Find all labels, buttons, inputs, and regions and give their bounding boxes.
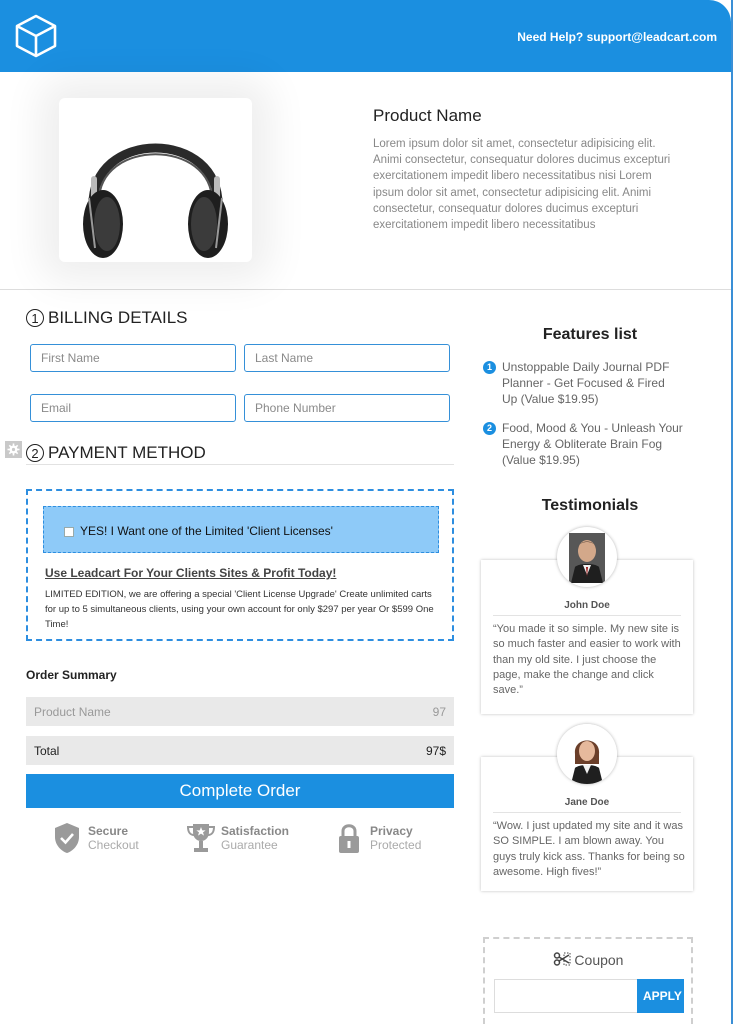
badge-line2: Protected: [370, 837, 422, 852]
divider: [26, 464, 454, 465]
line-item-name: Product Name: [34, 704, 111, 719]
product-section: [0, 72, 731, 290]
billing-heading: [26, 308, 188, 328]
payment-title: PAYMENT METHOD: [48, 443, 206, 462]
feature-text: Food, Mood & You - Unleash Your Energy & Obliterate Brain Fog (Value $19.95): [502, 421, 683, 467]
first-name-field[interactable]: [30, 344, 236, 372]
upsell-box: [26, 489, 454, 641]
testimonial-quote: “Wow. I just updated my site and it was SO SIMPLE. I am blown away. You guys truly kick ass. Thanks for being so awesome. High fives!”: [493, 820, 685, 878]
email-field[interactable]: [30, 394, 236, 422]
testimonial-quote: “You made it so simple. My new site is so much faster and easier to work with than my old site. I just choose the page, make the change and click save.”: [493, 623, 681, 697]
divider: [493, 812, 681, 813]
testimonial-name: John Doe: [564, 600, 610, 611]
settings-button[interactable]: [5, 441, 22, 458]
satisfaction-badge: [187, 822, 289, 854]
upsell-checkbox[interactable]: [64, 527, 74, 537]
padlock-icon: [338, 822, 360, 854]
product-image: [59, 98, 252, 262]
feature-item: [483, 359, 683, 407]
john-doe-avatar: [557, 527, 617, 587]
feature-item: [483, 420, 683, 468]
badge-line2: Guarantee: [221, 837, 278, 852]
total-value: 97$: [425, 743, 446, 758]
last-name-field[interactable]: [244, 344, 450, 372]
badge-line1: Privacy: [370, 823, 413, 838]
phone-field[interactable]: [244, 394, 450, 422]
total-label: Total: [34, 743, 60, 758]
feature-text: Unstoppable Daily Journal PDF Planner - Get Focused & Fired Up (Value $19.95): [502, 360, 670, 406]
order-summary-title: Order Summary: [26, 668, 117, 682]
coupon-box: [483, 937, 693, 1024]
upsell-checkbox-label[interactable]: YES! I Want one of the Limited 'Client Licenses': [80, 524, 333, 538]
avatar: [557, 724, 617, 784]
product-title: Product Name: [373, 106, 482, 125]
testimonials-title: Testimonials: [541, 497, 639, 514]
payment-heading: [26, 443, 206, 463]
privacy-badge: [338, 822, 421, 854]
badge-line1: Secure: [88, 823, 129, 838]
features-title: Features list: [542, 326, 638, 343]
order-total-row: [26, 736, 454, 765]
testimonial-name: Jane Doe: [564, 797, 610, 808]
secure-checkout-badge: [54, 822, 139, 854]
feature-number: 2: [483, 422, 496, 435]
header-bar: [0, 0, 731, 72]
upsell-headline: Use Leadcart For Your Clients Sites & Profit Today!: [45, 566, 337, 580]
coupon-heading: [485, 952, 691, 968]
product-description: Lorem ipsum dolor sit amet, consectetur adipisicing elit. Animi consectetur, consequatur dolores ducimus excepturi exercitationem impedit libero necessitatibus nisi Lorem ipsum dolor sit amet, consectetur adipisicing elit. Animi consectetur, consequatur dolores ducimus excepturi exercitationem impedit libero necessitatibus: [373, 138, 671, 232]
badge-line1: Satisfaction: [221, 823, 290, 838]
trophy-icon: [187, 822, 215, 854]
line-item-price: 97: [432, 704, 446, 719]
headphones-image: [59, 98, 252, 262]
gear-icon: [5, 441, 22, 458]
coupon-input[interactable]: [494, 979, 638, 1013]
order-line-item: [26, 697, 454, 726]
complete-order-button[interactable]: Complete Order: [26, 774, 454, 808]
apply-coupon-button[interactable]: APPLY: [637, 979, 684, 1013]
avatar: [557, 527, 617, 587]
support-contact[interactable]: Need Help? support@leadcart.com: [517, 30, 717, 44]
divider: [493, 615, 681, 616]
badge-line2: Checkout: [88, 837, 139, 852]
step-number: 1: [26, 309, 44, 327]
feature-number: 1: [483, 361, 496, 374]
step-number: 2: [26, 444, 44, 462]
cube-icon[interactable]: [12, 12, 60, 60]
scissors-icon: [553, 952, 571, 966]
upsell-description: LIMITED EDITION, we are offering a special 'Client License Upgrade' Create unlimited carts for up to 5 simultaneous clients, using your own account for only $297 per year Or $599 One Time!: [45, 589, 434, 630]
shield-check-icon: [54, 822, 80, 854]
coupon-title: Coupon: [574, 952, 624, 968]
billing-title: BILLING DETAILS: [48, 308, 188, 327]
jane-doe-avatar: [557, 724, 617, 784]
upsell-checkbox-row[interactable]: [43, 506, 439, 553]
